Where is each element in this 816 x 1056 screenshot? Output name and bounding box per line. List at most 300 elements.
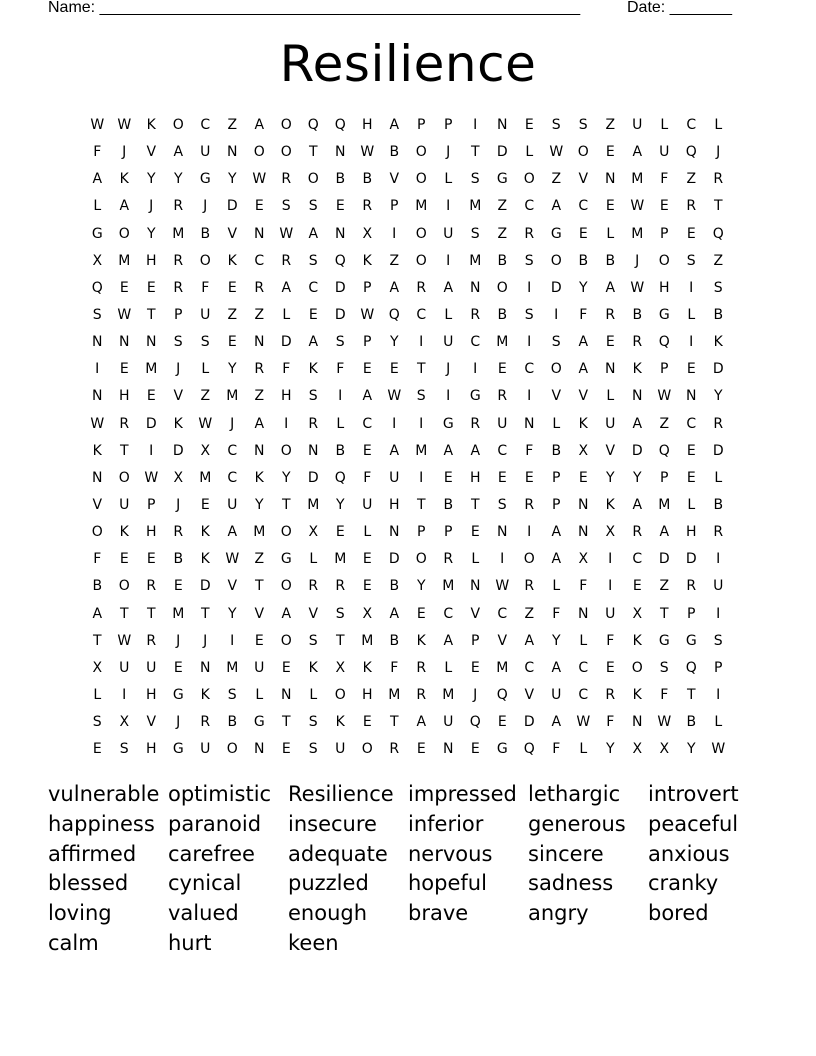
grid-letter[interactable]: X: [362, 605, 373, 622]
grid-letter[interactable]: R: [146, 578, 157, 595]
grid-letter[interactable]: W: [630, 198, 645, 215]
grid-letter[interactable]: A: [254, 415, 265, 432]
grid-letter[interactable]: E: [389, 361, 400, 378]
grid-letter[interactable]: Y: [146, 171, 157, 188]
grid-letter[interactable]: N: [146, 334, 157, 351]
grid-letter[interactable]: E: [335, 524, 346, 541]
grid-letter[interactable]: B: [497, 306, 508, 323]
grid-letter[interactable]: A: [524, 632, 535, 649]
grid-letter[interactable]: R: [632, 334, 643, 351]
grid-letter[interactable]: A: [173, 144, 184, 161]
grid-letter[interactable]: F: [525, 442, 534, 459]
grid-letter[interactable]: H: [658, 279, 671, 296]
grid-letter[interactable]: L: [471, 551, 480, 568]
grid-letter[interactable]: T: [119, 442, 130, 459]
grid-letter[interactable]: C: [686, 117, 697, 133]
grid-letter[interactable]: O: [550, 252, 563, 269]
grid-letter[interactable]: Z: [605, 117, 616, 133]
grid-letter[interactable]: M: [172, 225, 185, 242]
grid-letter[interactable]: Z: [227, 306, 238, 323]
grid-letter[interactable]: E: [92, 741, 103, 758]
grid-letter[interactable]: D: [334, 279, 347, 296]
grid-letter[interactable]: C: [227, 469, 238, 486]
grid-letter[interactable]: W: [657, 714, 672, 731]
grid-letter[interactable]: S: [470, 225, 481, 242]
grid-letter[interactable]: N: [632, 714, 643, 731]
grid-letter[interactable]: O: [334, 686, 347, 703]
grid-letter[interactable]: I: [608, 578, 613, 595]
grid-letter[interactable]: F: [363, 469, 372, 486]
grid-letter[interactable]: I: [338, 388, 343, 405]
grid-letter[interactable]: M: [307, 496, 320, 513]
grid-letter[interactable]: I: [473, 361, 478, 378]
grid-letter[interactable]: E: [362, 361, 373, 378]
grid-letter[interactable]: F: [606, 714, 615, 731]
grid-letter[interactable]: A: [551, 714, 562, 731]
grid-letter[interactable]: K: [200, 524, 211, 541]
grid-letter[interactable]: I: [527, 388, 532, 405]
grid-letter[interactable]: G: [442, 415, 455, 432]
grid-letter[interactable]: E: [362, 551, 373, 568]
grid-letter[interactable]: C: [578, 659, 589, 676]
grid-letter[interactable]: Q: [685, 659, 698, 676]
grid-letter[interactable]: S: [92, 306, 103, 323]
grid-letter[interactable]: W: [549, 144, 564, 161]
grid-letter[interactable]: O: [118, 578, 131, 595]
grid-letter[interactable]: F: [282, 361, 291, 378]
grid-letter[interactable]: X: [119, 714, 130, 731]
grid-letter[interactable]: N: [497, 117, 508, 133]
grid-letter[interactable]: G: [91, 225, 104, 242]
grid-letter[interactable]: L: [606, 225, 615, 242]
grid-letter[interactable]: T: [416, 496, 427, 513]
grid-letter[interactable]: F: [552, 605, 561, 622]
grid-letter[interactable]: L: [363, 524, 372, 541]
grid-letter[interactable]: L: [525, 144, 534, 161]
grid-letter[interactable]: V: [470, 605, 481, 622]
grid-letter[interactable]: G: [469, 388, 482, 405]
grid-letter[interactable]: I: [527, 334, 532, 351]
grid-letter[interactable]: H: [145, 686, 158, 703]
grid-letter[interactable]: H: [118, 388, 131, 405]
grid-letter[interactable]: A: [551, 551, 562, 568]
grid-letter[interactable]: Y: [551, 632, 562, 649]
grid-letter[interactable]: A: [659, 524, 670, 541]
grid-letter[interactable]: A: [281, 605, 292, 622]
grid-letter[interactable]: K: [605, 496, 616, 513]
grid-letter[interactable]: Z: [713, 252, 724, 269]
grid-letter[interactable]: C: [686, 415, 697, 432]
grid-letter[interactable]: L: [714, 714, 723, 731]
grid-letter[interactable]: I: [500, 551, 505, 568]
grid-letter[interactable]: O: [415, 144, 428, 161]
grid-letter[interactable]: V: [524, 686, 535, 703]
grid-letter[interactable]: S: [281, 198, 292, 215]
grid-letter[interactable]: W: [711, 741, 726, 758]
grid-letter[interactable]: R: [173, 279, 184, 296]
grid-letter[interactable]: U: [254, 659, 265, 676]
grid-letter[interactable]: L: [93, 198, 102, 215]
grid-letter[interactable]: L: [606, 388, 615, 405]
grid-letter[interactable]: W: [657, 388, 672, 405]
grid-letter[interactable]: I: [446, 388, 451, 405]
grid-letter[interactable]: E: [524, 117, 535, 133]
grid-letter[interactable]: C: [578, 198, 589, 215]
grid-letter[interactable]: C: [470, 334, 481, 351]
grid-letter[interactable]: Z: [200, 388, 211, 405]
grid-letter[interactable]: D: [631, 442, 644, 459]
grid-letter[interactable]: E: [173, 578, 184, 595]
grid-letter[interactable]: B: [443, 496, 454, 513]
grid-letter[interactable]: R: [119, 415, 130, 432]
grid-letter[interactable]: D: [307, 469, 320, 486]
grid-letter[interactable]: X: [92, 252, 103, 269]
grid-letter[interactable]: O: [280, 117, 293, 133]
grid-letter[interactable]: X: [578, 442, 589, 459]
grid-letter[interactable]: O: [415, 551, 428, 568]
grid-letter[interactable]: P: [174, 306, 183, 323]
grid-letter[interactable]: P: [363, 279, 372, 296]
grid-letter[interactable]: K: [335, 714, 346, 731]
grid-letter[interactable]: R: [254, 279, 265, 296]
grid-letter[interactable]: B: [92, 578, 103, 595]
grid-letter[interactable]: E: [605, 198, 616, 215]
grid-letter[interactable]: E: [254, 632, 265, 649]
grid-letter[interactable]: O: [307, 171, 320, 188]
grid-letter[interactable]: H: [145, 252, 158, 269]
grid-letter[interactable]: Y: [335, 496, 346, 513]
grid-letter[interactable]: R: [470, 306, 481, 323]
grid-letter[interactable]: C: [416, 306, 427, 323]
grid-letter[interactable]: M: [199, 469, 212, 486]
grid-letter[interactable]: O: [361, 741, 374, 758]
grid-letter[interactable]: M: [415, 198, 428, 215]
grid-letter[interactable]: Q: [523, 741, 536, 758]
grid-letter[interactable]: A: [308, 334, 319, 351]
grid-letter[interactable]: O: [523, 551, 536, 568]
grid-letter[interactable]: C: [362, 415, 373, 432]
grid-letter[interactable]: Y: [713, 388, 724, 405]
grid-letter[interactable]: T: [713, 198, 724, 215]
grid-letter[interactable]: M: [145, 361, 158, 378]
grid-letter[interactable]: I: [716, 686, 721, 703]
grid-letter[interactable]: K: [416, 632, 427, 649]
grid-letter[interactable]: A: [362, 388, 373, 405]
grid-letter[interactable]: M: [496, 334, 509, 351]
grid-letter[interactable]: G: [172, 741, 185, 758]
grid-letter[interactable]: V: [146, 144, 157, 161]
grid-letter[interactable]: S: [524, 306, 535, 323]
grid-letter[interactable]: E: [497, 714, 508, 731]
grid-letter[interactable]: B: [605, 252, 616, 269]
grid-letter[interactable]: C: [443, 605, 454, 622]
grid-letter[interactable]: H: [145, 524, 158, 541]
grid-letter[interactable]: N: [308, 442, 319, 459]
grid-letter[interactable]: V: [173, 388, 184, 405]
grid-letter[interactable]: M: [226, 388, 239, 405]
grid-letter[interactable]: Y: [605, 741, 616, 758]
grid-letter[interactable]: O: [280, 632, 293, 649]
grid-letter[interactable]: J: [446, 361, 451, 378]
grid-letter[interactable]: F: [660, 171, 669, 188]
grid-letter[interactable]: N: [254, 334, 265, 351]
grid-letter[interactable]: E: [470, 659, 481, 676]
grid-letter[interactable]: F: [579, 578, 588, 595]
grid-letter[interactable]: Y: [227, 171, 238, 188]
grid-letter[interactable]: L: [255, 686, 264, 703]
grid-letter[interactable]: K: [632, 632, 643, 649]
grid-letter[interactable]: T: [470, 496, 481, 513]
grid-letter[interactable]: E: [578, 469, 589, 486]
grid-letter[interactable]: N: [254, 442, 265, 459]
grid-letter[interactable]: A: [308, 225, 319, 242]
grid-letter[interactable]: S: [173, 334, 184, 351]
grid-letter[interactable]: E: [686, 225, 697, 242]
grid-letter[interactable]: E: [659, 198, 670, 215]
grid-letter[interactable]: Z: [551, 171, 562, 188]
grid-letter[interactable]: W: [198, 415, 213, 432]
grid-letter[interactable]: Z: [254, 388, 265, 405]
grid-letter[interactable]: H: [145, 741, 158, 758]
grid-letter[interactable]: I: [392, 415, 397, 432]
grid-letter[interactable]: L: [201, 361, 210, 378]
grid-letter[interactable]: U: [605, 415, 616, 432]
grid-letter[interactable]: C: [200, 117, 211, 133]
grid-letter[interactable]: M: [334, 551, 347, 568]
grid-letter[interactable]: A: [389, 605, 400, 622]
grid-letter[interactable]: S: [119, 741, 130, 758]
grid-letter[interactable]: Y: [605, 469, 616, 486]
grid-letter[interactable]: O: [199, 252, 212, 269]
grid-letter[interactable]: E: [362, 442, 373, 459]
grid-letter[interactable]: D: [658, 551, 671, 568]
grid-letter[interactable]: N: [92, 469, 103, 486]
grid-letter[interactable]: I: [473, 117, 478, 133]
grid-letter[interactable]: S: [227, 686, 238, 703]
grid-letter[interactable]: V: [605, 442, 616, 459]
grid-letter[interactable]: T: [146, 306, 157, 323]
grid-letter[interactable]: M: [469, 252, 482, 269]
grid-letter[interactable]: N: [92, 334, 103, 351]
grid-letter[interactable]: O: [253, 144, 266, 161]
grid-letter[interactable]: R: [686, 198, 697, 215]
grid-letter[interactable]: W: [90, 415, 105, 432]
grid-letter[interactable]: U: [200, 306, 211, 323]
grid-letter[interactable]: A: [443, 279, 454, 296]
grid-letter[interactable]: S: [308, 632, 319, 649]
grid-letter[interactable]: C: [524, 361, 535, 378]
grid-letter[interactable]: R: [443, 551, 454, 568]
grid-letter[interactable]: Q: [658, 442, 671, 459]
grid-letter[interactable]: Y: [686, 741, 697, 758]
grid-letter[interactable]: W: [630, 279, 645, 296]
grid-letter[interactable]: Q: [496, 686, 509, 703]
grid-letter[interactable]: S: [713, 279, 724, 296]
grid-letter[interactable]: L: [714, 117, 723, 133]
grid-letter[interactable]: G: [658, 306, 671, 323]
grid-letter[interactable]: Z: [227, 117, 238, 133]
grid-letter[interactable]: L: [660, 117, 669, 133]
grid-letter[interactable]: R: [416, 659, 427, 676]
grid-letter[interactable]: R: [713, 524, 724, 541]
grid-letter[interactable]: M: [361, 632, 374, 649]
grid-letter[interactable]: W: [387, 388, 402, 405]
grid-letter[interactable]: N: [497, 524, 508, 541]
grid-letter[interactable]: W: [117, 306, 132, 323]
grid-letter[interactable]: A: [119, 198, 130, 215]
grid-letter[interactable]: K: [632, 361, 643, 378]
grid-letter[interactable]: E: [146, 388, 157, 405]
grid-letter[interactable]: H: [280, 388, 293, 405]
grid-letter[interactable]: A: [578, 361, 589, 378]
grid-letter[interactable]: S: [200, 334, 211, 351]
grid-letter[interactable]: X: [200, 442, 211, 459]
grid-letter[interactable]: D: [388, 551, 401, 568]
grid-letter[interactable]: S: [308, 741, 319, 758]
grid-letter[interactable]: Y: [146, 225, 157, 242]
grid-letter[interactable]: X: [632, 741, 643, 758]
grid-letter[interactable]: E: [119, 361, 130, 378]
grid-letter[interactable]: T: [659, 605, 670, 622]
grid-letter[interactable]: S: [578, 117, 589, 133]
grid-letter[interactable]: R: [173, 252, 184, 269]
grid-letter[interactable]: I: [446, 252, 451, 269]
grid-letter[interactable]: I: [284, 415, 289, 432]
grid-letter[interactable]: L: [444, 171, 453, 188]
grid-letter[interactable]: R: [254, 361, 265, 378]
grid-letter[interactable]: X: [632, 605, 643, 622]
grid-letter[interactable]: X: [578, 551, 589, 568]
grid-letter[interactable]: X: [308, 524, 319, 541]
grid-letter[interactable]: U: [227, 496, 238, 513]
grid-letter[interactable]: C: [497, 442, 508, 459]
grid-letter[interactable]: D: [523, 714, 536, 731]
grid-letter[interactable]: R: [335, 578, 346, 595]
grid-letter[interactable]: Q: [388, 306, 401, 323]
grid-letter[interactable]: D: [199, 578, 212, 595]
grid-letter[interactable]: C: [308, 279, 319, 296]
grid-letter[interactable]: U: [659, 144, 670, 161]
grid-letter[interactable]: B: [551, 442, 562, 459]
grid-letter[interactable]: G: [496, 171, 509, 188]
grid-letter[interactable]: A: [551, 659, 562, 676]
grid-letter[interactable]: J: [149, 198, 154, 215]
grid-letter[interactable]: N: [389, 524, 400, 541]
grid-letter[interactable]: J: [122, 144, 127, 161]
grid-letter[interactable]: U: [200, 144, 211, 161]
grid-letter[interactable]: Z: [497, 198, 508, 215]
grid-letter[interactable]: K: [578, 415, 589, 432]
grid-letter[interactable]: E: [632, 578, 643, 595]
grid-letter[interactable]: L: [93, 686, 102, 703]
grid-letter[interactable]: E: [416, 605, 427, 622]
grid-letter[interactable]: C: [632, 551, 643, 568]
grid-letter[interactable]: E: [227, 334, 238, 351]
grid-letter[interactable]: R: [524, 225, 535, 242]
grid-letter[interactable]: F: [93, 144, 102, 161]
grid-letter[interactable]: G: [253, 714, 266, 731]
grid-letter[interactable]: J: [446, 144, 451, 161]
grid-letter[interactable]: L: [552, 578, 561, 595]
grid-letter[interactable]: P: [444, 524, 453, 541]
grid-letter[interactable]: M: [172, 605, 185, 622]
grid-letter[interactable]: D: [550, 279, 563, 296]
grid-letter[interactable]: A: [281, 279, 292, 296]
grid-letter[interactable]: T: [470, 144, 481, 161]
grid-letter[interactable]: I: [95, 361, 100, 378]
grid-letter[interactable]: P: [714, 659, 723, 676]
grid-letter[interactable]: E: [686, 469, 697, 486]
grid-letter[interactable]: R: [362, 198, 373, 215]
grid-letter[interactable]: B: [497, 252, 508, 269]
grid-letter[interactable]: K: [146, 117, 157, 133]
grid-letter[interactable]: D: [712, 442, 725, 459]
grid-letter[interactable]: V: [254, 605, 265, 622]
grid-letter[interactable]: E: [686, 361, 697, 378]
grid-letter[interactable]: B: [389, 578, 400, 595]
grid-letter[interactable]: B: [362, 171, 373, 188]
grid-letter[interactable]: Q: [334, 117, 347, 133]
grid-letter[interactable]: T: [92, 632, 103, 649]
grid-letter[interactable]: S: [335, 334, 346, 351]
grid-letter[interactable]: S: [686, 252, 697, 269]
grid-letter[interactable]: A: [389, 442, 400, 459]
grid-letter[interactable]: S: [551, 334, 562, 351]
grid-letter[interactable]: T: [281, 496, 292, 513]
grid-letter[interactable]: A: [470, 442, 481, 459]
grid-letter[interactable]: J: [176, 632, 181, 649]
grid-letter[interactable]: U: [362, 496, 373, 513]
grid-letter[interactable]: B: [686, 714, 697, 731]
grid-letter[interactable]: W: [90, 117, 105, 133]
grid-letter[interactable]: I: [419, 415, 424, 432]
grid-letter[interactable]: P: [147, 496, 156, 513]
grid-letter[interactable]: Q: [685, 144, 698, 161]
grid-letter[interactable]: E: [605, 144, 616, 161]
grid-letter[interactable]: X: [362, 225, 373, 242]
grid-letter[interactable]: T: [200, 605, 211, 622]
grid-letter[interactable]: W: [279, 225, 294, 242]
grid-letter[interactable]: E: [605, 334, 616, 351]
grid-letter[interactable]: S: [308, 388, 319, 405]
grid-letter[interactable]: B: [200, 225, 211, 242]
grid-letter[interactable]: A: [389, 279, 400, 296]
grid-letter[interactable]: B: [335, 171, 346, 188]
grid-letter[interactable]: U: [443, 334, 454, 351]
grid-letter[interactable]: P: [552, 469, 561, 486]
grid-letter[interactable]: B: [578, 252, 589, 269]
grid-letter[interactable]: Z: [389, 252, 400, 269]
grid-letter[interactable]: E: [308, 306, 319, 323]
grid-letter[interactable]: K: [119, 524, 130, 541]
grid-letter[interactable]: Y: [416, 578, 427, 595]
grid-letter[interactable]: K: [308, 659, 319, 676]
grid-letter[interactable]: K: [227, 252, 238, 269]
grid-letter[interactable]: O: [280, 578, 293, 595]
grid-letter[interactable]: S: [713, 632, 724, 649]
grid-letter[interactable]: E: [227, 279, 238, 296]
grid-letter[interactable]: S: [308, 252, 319, 269]
grid-letter[interactable]: R: [524, 496, 535, 513]
grid-letter[interactable]: U: [200, 741, 211, 758]
grid-letter[interactable]: Y: [389, 334, 400, 351]
grid-letter[interactable]: M: [631, 171, 644, 188]
grid-letter[interactable]: K: [362, 659, 373, 676]
grid-letter[interactable]: L: [579, 632, 588, 649]
grid-letter[interactable]: I: [149, 442, 154, 459]
grid-letter[interactable]: Y: [254, 496, 265, 513]
grid-letter[interactable]: Z: [524, 605, 535, 622]
